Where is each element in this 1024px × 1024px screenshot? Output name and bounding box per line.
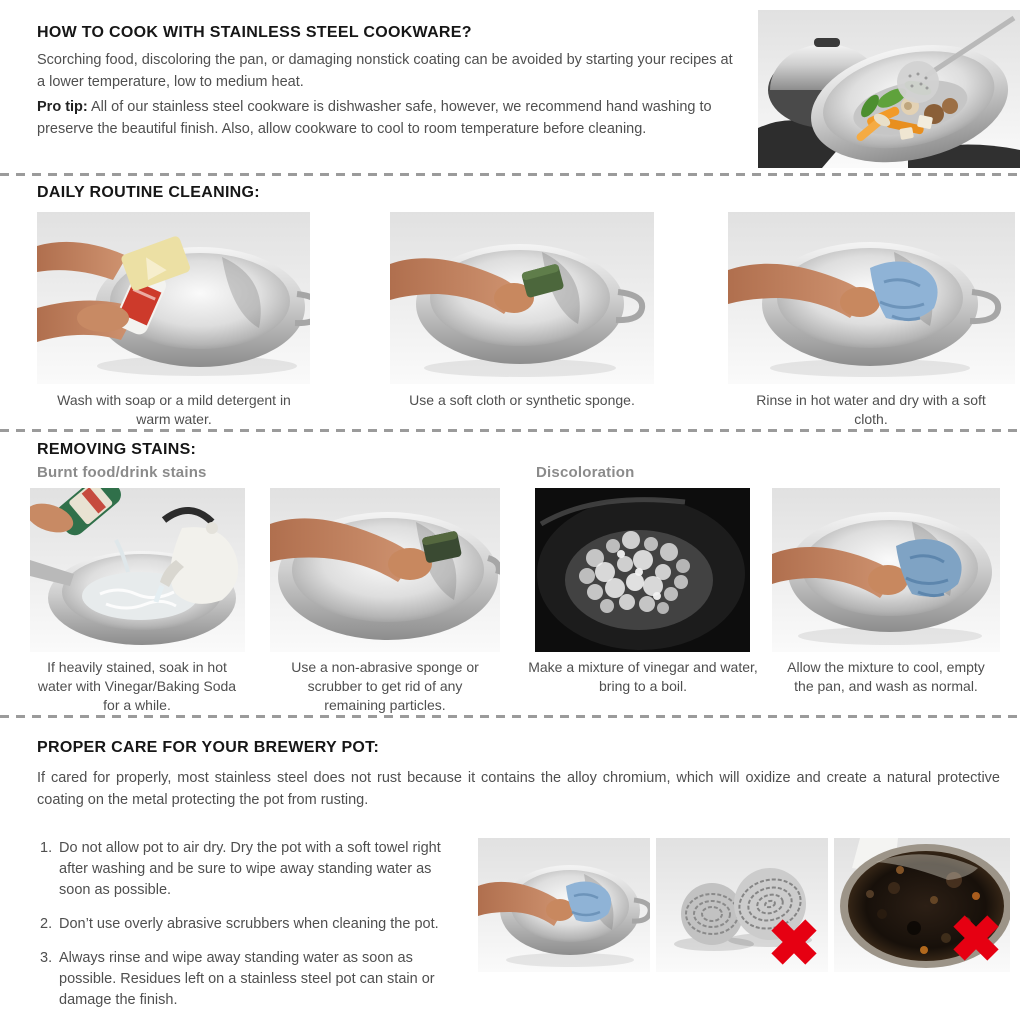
- list-item: [40, 948, 465, 1011]
- list-item: [40, 838, 465, 901]
- list-number: 3.: [40, 950, 53, 967]
- stains-step2-photo: [270, 488, 500, 652]
- proper-care-paragraph: If cared for properly, most stainless steel does not rust because it contains the alloy chromium, which will oxidize and create a natural protective coating on the metal protecting the pot from rusting.: [37, 770, 1000, 808]
- section-divider: [0, 715, 1024, 718]
- list-number: 2.: [40, 916, 53, 933]
- care-photo-towel-dry: [478, 838, 650, 972]
- list-text: Don’t use overly abrasive scrubbers when cleaning the pot.: [59, 916, 439, 933]
- steel-scrubber: [681, 883, 743, 945]
- pro-tip-paragraph: [37, 97, 743, 141]
- removing-stains-title: REMOVING STAINS:: [37, 441, 197, 458]
- section-divider: [0, 429, 1024, 432]
- list-number: 1.: [40, 840, 53, 856]
- burnt-stains-subheading: Burnt food/drink stains: [37, 464, 207, 481]
- stains-step1-caption: If heavily stained, soak in hot water with Vinegar/Baking Soda for a while.: [37, 659, 237, 713]
- stains-step4-caption: Allow the mixture to cool, empty the pan, and wash as normal.: [787, 659, 985, 694]
- discoloration-subheading: Discoloration: [536, 464, 635, 481]
- list-text: Do not allow pot to air dry. Dry the pot with a soft towel right after washing and be sure to wipe away standing water as soon as possible.: [59, 840, 441, 899]
- daily-step2-caption: Use a soft cloth or synthetic sponge.: [409, 392, 635, 408]
- section-divider: [0, 173, 1024, 176]
- proper-care-title: PROPER CARE FOR YOUR BREWERY POT:: [37, 739, 380, 756]
- daily-step1-photo: [37, 212, 310, 384]
- stains-step3-photo: [535, 488, 750, 652]
- list-item: [40, 914, 465, 935]
- daily-step3-photo: [728, 212, 1015, 384]
- stains-step2-caption: Use a non-abrasive sponge or scrubber to get rid of any remaining particles.: [291, 659, 479, 713]
- pro-tip-label: Pro tip:: [37, 99, 88, 115]
- stains-step1-photo: [30, 488, 245, 652]
- daily-cleaning-title: DAILY ROUTINE CLEANING:: [37, 184, 260, 201]
- wok-illustration: [758, 10, 1020, 168]
- stains-step3-caption: Make a mixture of vinegar and water, bring to a boil.: [528, 659, 758, 694]
- stains-step4-photo: [772, 488, 1000, 652]
- proper-care-list: [40, 838, 465, 1011]
- pro-tip-text: All of our stainless steel cookware is dishwasher safe, however, we recommend hand washing to preserve the beautiful finish. Also, allow cookware to cool to room temperature before cleaning.: [37, 99, 712, 137]
- care-photo-steel-scrubbers: [656, 838, 828, 972]
- list-text: Always rinse and wipe away standing water as soon as possible. Residues left on a stainless steel pot can stain or damage the finish.: [59, 950, 435, 1009]
- page-title: HOW TO COOK WITH STAINLESS STEEL COOKWARE?: [37, 24, 472, 41]
- stirfry-wok-photo: [758, 10, 1020, 168]
- intro-paragraph: Scorching food, discoloring the pan, or damaging nonstick coating can be avoided by starting your recipes at a lower temperature, low to medium heat.: [37, 52, 733, 90]
- daily-step3-caption: Rinse in hot water and dry with a soft cloth.: [756, 392, 986, 427]
- daily-step2-photo: [390, 212, 654, 384]
- care-photo-burnt-pan: [834, 838, 1010, 972]
- daily-step1-caption: Wash with soap or a mild detergent in warm water.: [57, 392, 291, 427]
